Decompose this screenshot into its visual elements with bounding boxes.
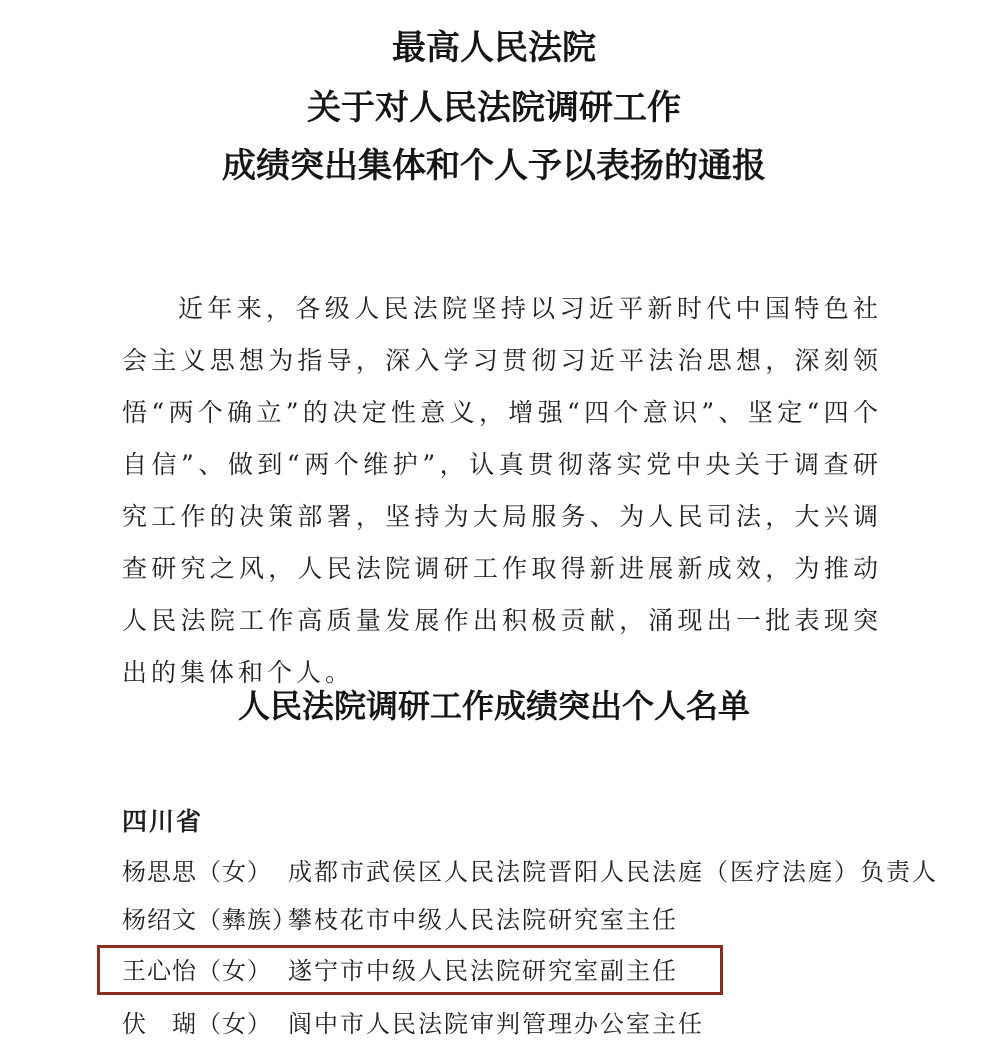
document-title-line-3: 成绩突出集体和个人予以表扬的通报 — [222, 146, 766, 186]
person-position: 阆中市人民法院审判管理办公室主任 — [288, 1010, 704, 1038]
province-heading: 四川省 — [122, 807, 204, 836]
person-position: 攀枝花市中级人民法院研究室主任 — [288, 906, 678, 934]
document-title-line-2: 关于对人民法院调研工作 — [307, 88, 681, 128]
person-name: 杨绍文（彝族） — [122, 906, 297, 934]
person-position: 遂宁市中级人民法院研究室副主任 — [288, 957, 678, 985]
document-title-line-1: 最高人民法院 — [392, 28, 596, 68]
highlight-box — [97, 945, 723, 995]
list-title: 人民法院调研工作成绩突出个人名单 — [237, 687, 750, 725]
person-position: 成都市武侯区人民法院晋阳人民法庭（医疗法庭）负责人 — [288, 858, 938, 886]
person-name: 王心怡（女） — [122, 957, 272, 985]
person-name: 杨思思（女） — [122, 858, 272, 886]
body-paragraph: 近年来，各级人民法院坚持以习近平新时代中国特色社会主义思想为指导，深入学习贯彻习近平法治思想，深刻领悟“两个确立”的决定性意义，增强“四个意识”、坚定“四个自信”、做到“两个维护”，认真贯彻落实党中央关于调查研究工作的决策部署，坚持为大局服务、为人民司法，大兴调查研究之风，人民法院调研工作取得新进展新成效，为推动人民法院工作高质量发展作出积极贡献，涌现出一批表现突出的集体和个人。 — [122, 294, 882, 687]
person-name: 伏 瑚（女） — [122, 1010, 272, 1038]
